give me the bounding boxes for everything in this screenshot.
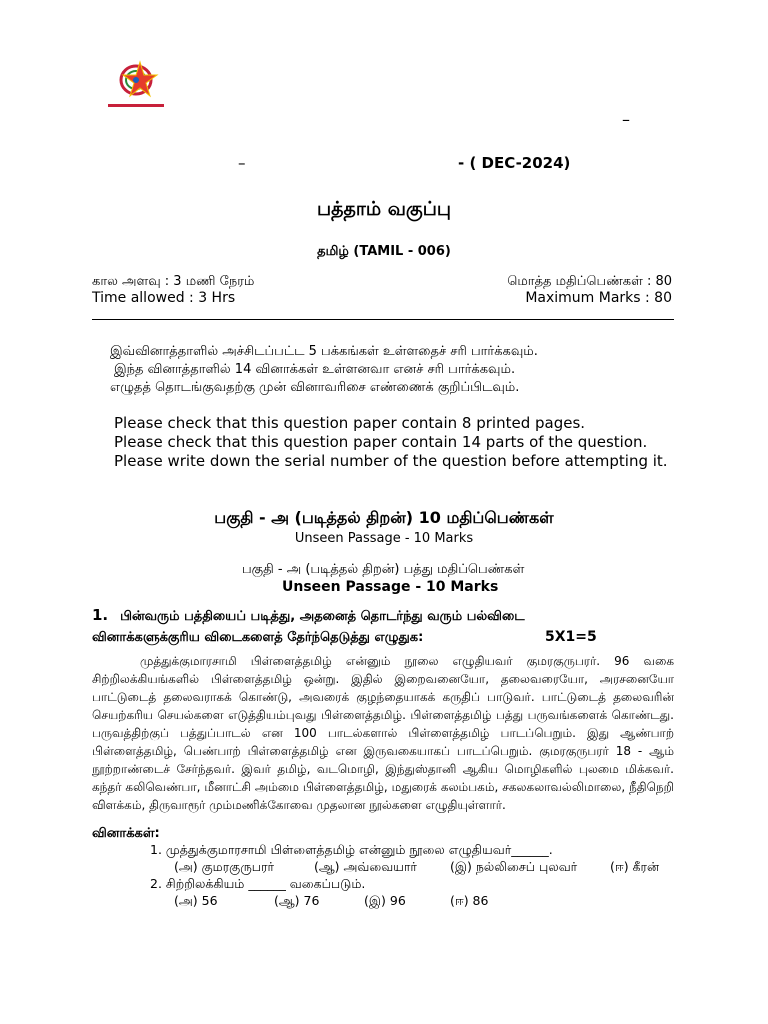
top-right-dash: – <box>622 110 630 129</box>
sub-q2-option-a: (அ) 56 <box>174 893 218 908</box>
sub-q1-option-c: (இ) நல்லிசைப் புலவர் <box>450 859 578 874</box>
part-a-subtitle-alt: Unseen Passage - 10 Marks <box>282 579 499 595</box>
instruction-ta-2: இந்த வினாத்தாளில் 14 வினாக்கள் உள்ளனவா எனச் சரி பார்க்கவும். <box>114 362 516 377</box>
exam-code: - ( DEC-2024) <box>458 154 571 172</box>
time-allowed-tamil: கால அளவு : 3 மணி நேரம் <box>92 274 255 289</box>
time-allowed-english: Time allowed : 3 Hrs <box>92 290 236 306</box>
header-divider <box>92 319 674 320</box>
instruction-en-2: Please check that this question paper contain 14 parts of the question. <box>114 433 648 451</box>
question-1-instruction <box>92 606 672 625</box>
question-number: 1. <box>92 606 109 624</box>
sub-q1-option-b: (ஆ) அவ்வையார் <box>314 859 417 874</box>
question-1-line-1: பின்வரும் பத்தியைப் படித்து, அதனைத் தொடர்ந்து வரும் பல்விடை <box>120 609 525 624</box>
part-a-title: பகுதி - அ (படித்தல் திறன்) 10 மதிப்பெண்கள் <box>214 508 554 527</box>
sub-q1-option-a: (அ) குமரகுருபரர் <box>174 859 275 874</box>
question-1-marks: 5X1=5 <box>545 629 597 645</box>
instruction-ta-3: எழுதத் தொடங்குவதற்கு முன் வினாவரிசை எண்ணைக் குறிப்பிடவும். <box>110 380 520 395</box>
subject-title: தமிழ் (TAMIL - 006) <box>317 244 451 259</box>
sub-q2-option-d: (ஈ) 86 <box>450 893 489 908</box>
max-marks-english: Maximum Marks : 80 <box>525 290 672 306</box>
class-title: பத்தாம் வகுப்பு <box>317 198 451 220</box>
part-a-title-alt: பகுதி - அ (படித்தல் திறன்) பத்து மதிப்பெண்கள் <box>242 562 525 577</box>
sub-question-1: 1. முத்துக்குமாரசாமி பிள்ளைத்தமிழ் என்னும் நூலை எழுதியவர்______. <box>150 842 553 857</box>
instruction-en-3: Please write down the serial number of the question before attempting it. <box>114 452 668 470</box>
unseen-passage: முத்துக்குமாரசாமி பிள்ளைத்தமிழ் என்னும் நூலை எழுதியவர் குமரகுருபரர். 96 வகை சிற்றிலக்கியங்களில் பிள்ளைத்தமிழ் ஒன்று. இதில் இறைவனையோ, தலைவரையோ, அரசனையோ பாட்டுடைத் தலைவராகக் கொண்டு, அவரைக் குழந்தையாகக் கருதிப் பாடுவர். பாட்டுடைத் தலைவரின் செயற்கரிய செயல்களை எடுத்தியம்புவது பிள்ளைத்தமிழ். பிள்ளைத்தமிழ் பத்து பருவங்களைக் கொண்டது. பருவத்திற்குப் பத்துப்பாடல் என 100 பாடல்களால் பிள்ளைத்தமிழ் பாடப்பெறும். இது ஆண்பாற் பிள்ளைத்தமிழ், பெண்பாற் பிள்ளைத்தமிழ் என இருவகையாகப் பாடப்பெறும். குமரகுருபரர் 18 - ஆம் நூற்றாண்டைச் சேர்ந்தவர். இவர் தமிழ், வடமொழி, இந்துஸ்தானி ஆகிய மொழிகளில் புலமை மிக்கவர். கந்தர் கலிவெண்பா, மீனாட்சி அம்மை பிள்ளைத்தமிழ், மதுரைக் கலம்பகம், சகலகலாவல்லிமாலை, நீதிநெறி விளக்கம், திருவாரூர் மும்மணிக்கோவை முதலான நூல்களை எழுதியுள்ளார். <box>92 654 674 812</box>
header-dash: – <box>238 154 246 172</box>
instruction-ta-1: இவ்வினாத்தாளில் அச்சிடப்பட்ட 5 பக்கங்கள் உள்ளதைச் சரி பார்க்கவும். <box>110 344 538 359</box>
sub-question-2: 2. சிற்றிலக்கியம் ______ வகைப்படும். <box>150 876 366 891</box>
sub-q2-option-c: (இ) 96 <box>364 893 406 908</box>
part-a-subtitle: Unseen Passage - 10 Marks <box>294 531 474 546</box>
question-1-line-2: வினாக்களுக்குரிய விடைகளைத் தேர்ந்தெடுத்து எழுதுக: <box>92 630 424 645</box>
instruction-en-1: Please check that this question paper contain 8 printed pages. <box>114 414 586 432</box>
questions-label: வினாக்கள்: <box>92 826 160 841</box>
sub-q1-option-d: (ஈ) கீரன் <box>610 859 660 874</box>
sub-q2-option-b: (ஆ) 76 <box>274 893 320 908</box>
max-marks-tamil: மொத்த மதிப்பெண்கள் : 80 <box>507 274 672 289</box>
school-logo <box>100 58 172 112</box>
